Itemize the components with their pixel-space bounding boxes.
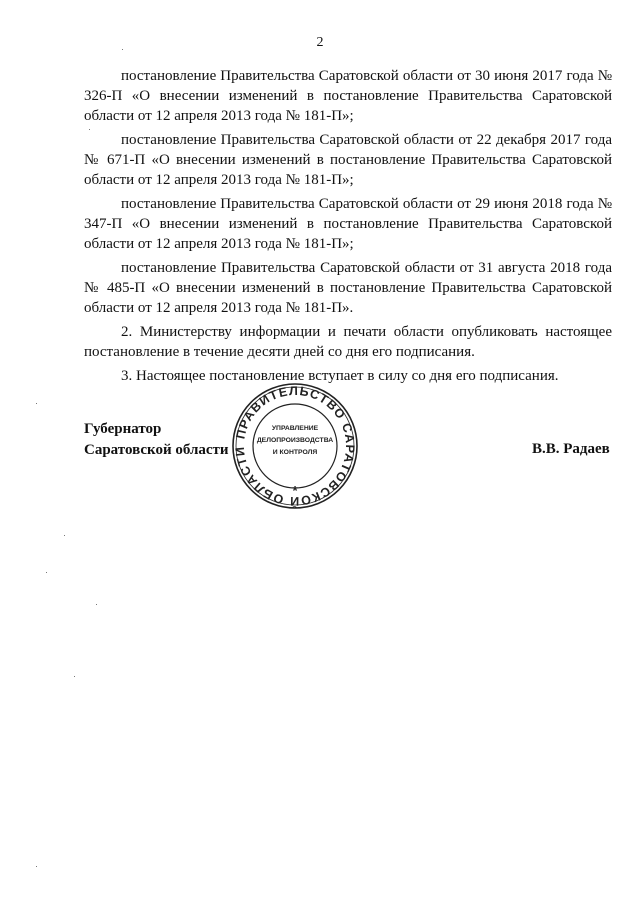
seal-ring-text: ПРАВИТЕЛЬСТВО САРАТОВСКОЙ ОБЛАСТИ [232,383,358,509]
scan-speck [96,604,97,605]
paragraph-amendment-2018-august: постановление Правительства Саратовской области от 31 августа 2018 года № 485-П «О внесении изменений в постановление Правительства Саратовской области от 12 апреля 2013 года № 181-П». [84,260,612,316]
scan-speck [36,403,37,404]
signatory-region: Саратовской области [84,442,229,458]
paragraph-publication-clause: 2. Министерству информации и печати области опубликовать настоящее постановление в течение десяти дней со дня его подписания. [84,324,612,360]
scan-speck [122,49,123,50]
scan-speck [89,129,90,130]
seal-center-line-1: УПРАВЛЕНИЕ [271,425,319,432]
seal-center-line-2: ДЕЛОПРОИЗВОДСТВА [256,437,334,444]
paragraph-amendment-2017-june: постановление Правительства Саратовской области от 30 июня 2017 года № 326-П «О внесении изменений в постановление Правительства Саратовской области от 12 апреля 2013 года № 181-П»; [84,68,612,124]
seal-star-icon: * [292,483,298,498]
signatory-position [84,419,229,461]
paragraph-effective-clause: 3. Настоящее постановление вступает в силу со дня его подписания. [121,368,559,384]
scan-speck [46,572,47,573]
document-body [84,66,612,390]
page-number: 2 [316,35,324,50]
paragraph-amendment-2018-june: постановление Правительства Саратовской области от 29 июня 2018 года № 347-П «О внесении изменений в постановление Правительства Саратовской области от 12 апреля 2013 года № 181-П»; [84,196,612,252]
seal-center-line-3: И КОНТРОЛЯ [272,449,318,456]
scan-speck [36,866,37,867]
scan-speck [64,535,65,536]
signatory-name: В.В. Радаев [532,441,610,457]
scan-speck [74,676,75,677]
signatory-title: Губернатор [84,421,162,437]
paragraph-amendment-2017-december: постановление Правительства Саратовской области от 22 декабря 2017 года № 671-П «О внесении изменений в постановление Правительства Саратовской области от 12 апреля 2013 года № 181-П»; [84,132,612,188]
official-seal-stamp [230,381,360,511]
